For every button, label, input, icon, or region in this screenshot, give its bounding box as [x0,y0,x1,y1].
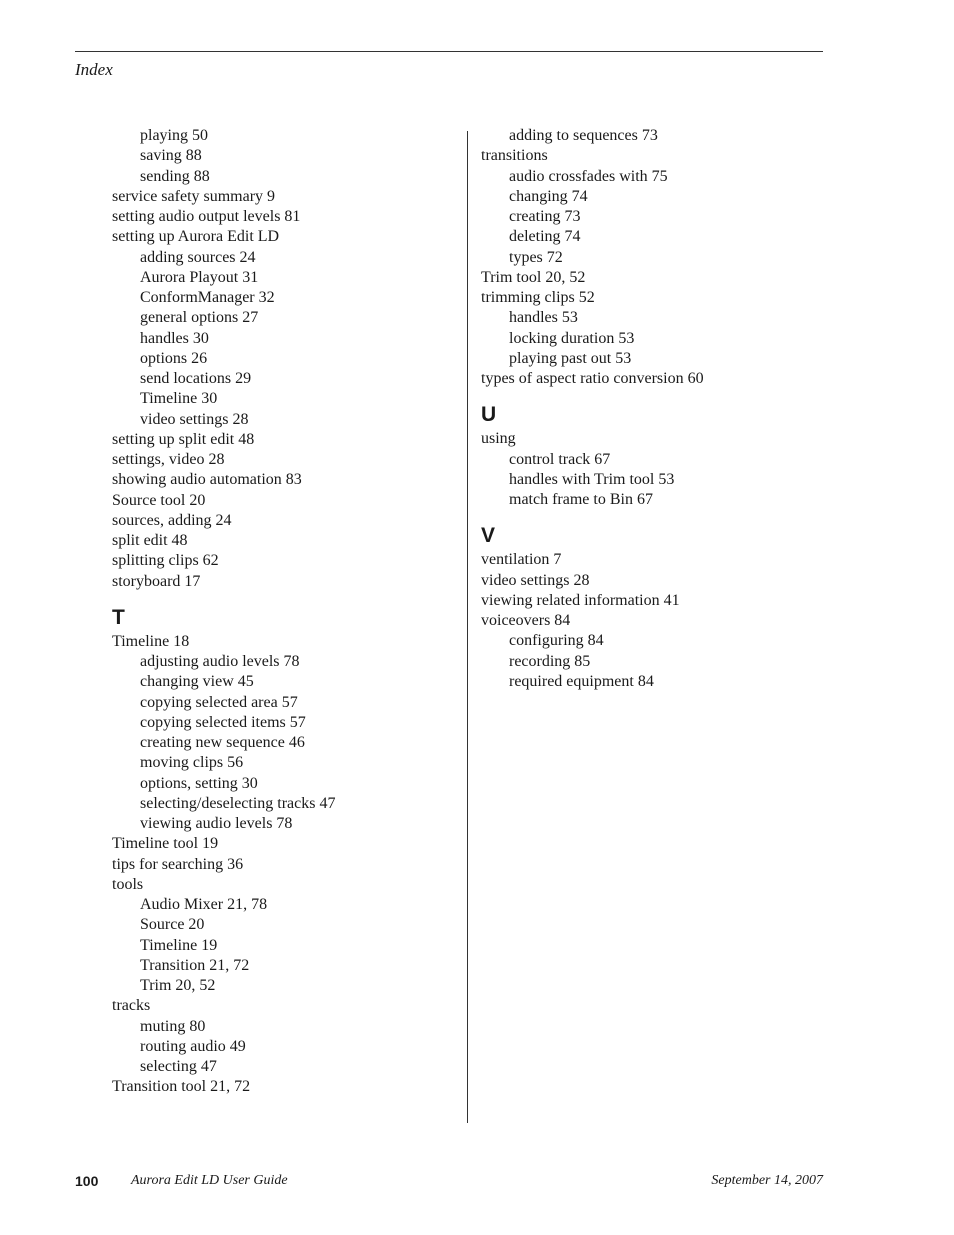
index-subentry: selecting 47 [140,1058,217,1075]
index-entry: tracks [112,997,151,1015]
page-number: 100 [75,1173,99,1189]
index-subentry: selecting/deselecting tracks 47 [140,794,336,812]
index-subentry: locking duration 53 [509,329,635,347]
index-subentry: copying selected items 57 [140,713,306,731]
index-letter-heading: T [112,605,125,629]
index-entry: split edit 48 [112,532,188,549]
index-entry: transitions [481,147,548,165]
index-letter-heading: U [481,403,497,427]
index-entry: settings, video 28 [112,451,225,468]
index-subentry: handles 53 [509,309,578,327]
index-entry: using [481,430,516,448]
index-subentry: creating new sequence 46 [140,734,305,751]
index-subentry: Aurora Playout 31 [140,268,259,286]
index-entry: showing audio automation 83 [112,471,302,489]
index-subentry: general options 27 [140,309,259,327]
index-entry: viewing related information 41 [481,591,680,609]
index-entry: types of aspect ratio conversion 60 [481,370,704,387]
index-entry: Timeline tool 19 [112,835,219,853]
index-subentry: Timeline 19 [140,936,218,954]
index-subentry: changing view 45 [140,673,254,691]
index-subentry: sending 88 [140,167,210,185]
index-subentry: moving clips 56 [140,754,244,772]
index-subentry: adding sources 24 [140,248,256,266]
index-subentry: Source 20 [140,916,205,934]
index-subentry: options, setting 30 [140,774,258,792]
index-subentry: deleting 74 [509,228,581,246]
header-rule [75,51,823,52]
section-title: Index [75,60,113,79]
index-subentry: saving 88 [140,147,202,165]
index-subentry: handles 30 [140,329,209,347]
index-subentry: viewing audio levels 78 [140,815,293,832]
index-entry: storyboard 17 [112,572,201,590]
index-entry: setting up split edit 48 [112,430,255,448]
index-entry: service safety summary 9 [112,187,276,205]
index-subentry: creating 73 [509,208,581,225]
index-subentry: video settings 28 [140,410,249,428]
index-subentry: Transition 21, 72 [140,956,250,974]
index-entry: Trim tool 20, 52 [481,268,586,286]
index-subentry: changing 74 [509,187,588,205]
index-subentry: send locations 29 [140,370,252,387]
index-subentry: copying selected area 57 [140,693,298,711]
index-column-right [481,126,821,692]
index-letter-heading: V [481,524,496,548]
index-subentry: playing past out 53 [509,349,632,367]
index-subentry: audio crossfades with 75 [509,167,668,185]
index-entry: video settings 28 [481,571,590,589]
index-subentry: options 26 [140,349,208,367]
index-subentry: muting 80 [140,1017,206,1035]
publication-date: September 14, 2007 [711,1173,823,1188]
index-subentry: playing 50 [140,127,208,144]
index-subentry: types 72 [509,248,563,266]
index-entry: Timeline 18 [112,632,190,650]
index-subentry: adding to sequences 73 [509,127,658,144]
index-subentry: match frame to Bin 67 [509,491,653,508]
index-subentry: configuring 84 [509,632,604,650]
column-divider [467,131,468,1123]
index-entry: Source tool 20 [112,491,206,509]
index-entry: tools [112,875,144,893]
index-entry: tips for searching 36 [112,855,244,873]
index-entry: setting audio output levels 81 [112,208,301,225]
index-subentry: Timeline 30 [140,390,218,408]
index-subentry: required equipment 84 [509,672,654,690]
index-subentry: ConformManager 32 [140,289,275,306]
index-entry: ventilation 7 [481,551,562,569]
index-subentry: handles with Trim tool 53 [509,470,675,488]
index-subentry: recording 85 [509,652,591,670]
index-entry: Transition tool 21, 72 [112,1078,251,1096]
index-subentry: adjusting audio levels 78 [140,653,300,670]
index-entry: splitting clips 62 [112,552,219,570]
index-subentry: Audio Mixer 21, 78 [140,896,268,913]
index-subentry: routing audio 49 [140,1037,246,1055]
index-entry: setting up Aurora Edit LD [112,228,280,246]
index-subentry: control track 67 [509,450,611,468]
index-entry: sources, adding 24 [112,511,232,529]
index-subentry: Trim 20, 52 [140,977,216,994]
guide-title: Aurora Edit LD User Guide [131,1173,288,1188]
index-entry: trimming clips 52 [481,289,595,306]
index-entry: voiceovers 84 [481,612,571,629]
index-column-left [112,126,452,1098]
